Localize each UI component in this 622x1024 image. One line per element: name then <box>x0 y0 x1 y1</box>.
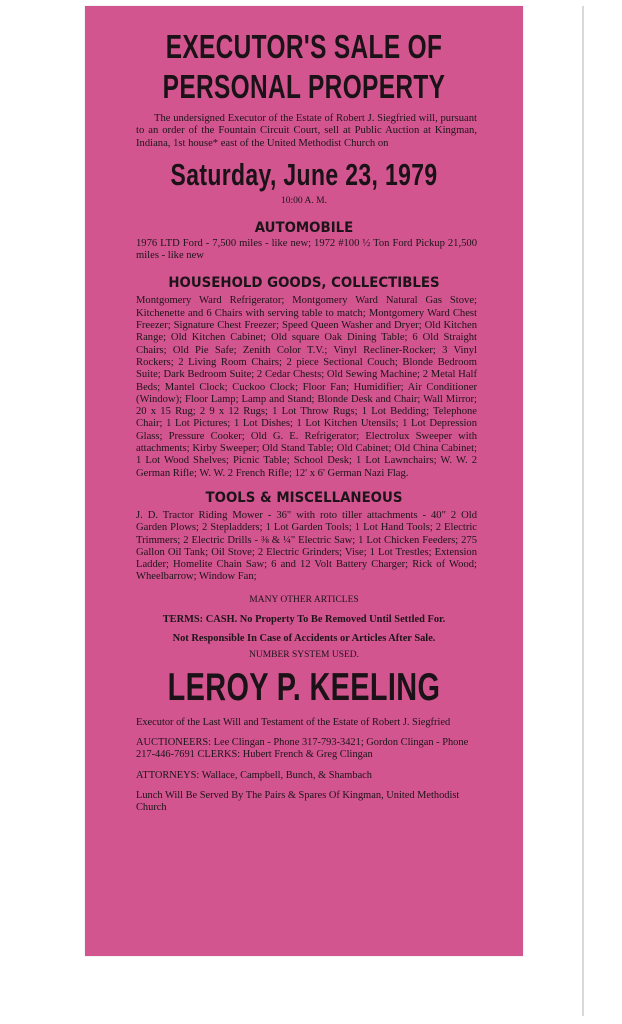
sale-date: Saturday, June 23, 1979 <box>170 156 438 192</box>
terms-line: TERMS: CASH. No Property To Be Removed Until Settled For. <box>162 613 446 625</box>
intro-paragraph: The undersigned Executor of the Estate of Robert J. Siegfried will, pursuant to an order of the Fountain Circuit Court, sell at Public Auction at Kingman, Indiana, 1st house* east of the United Methodist Church on <box>136 113 477 149</box>
sale-time: 10:00 A. M. <box>281 195 327 206</box>
tools-heading: TOOLS & MISCELLANEOUS <box>205 489 403 506</box>
tools-text: J. D. Tractor Riding Mower - 36" with roto tiller attachments - 40" 2 Old Garden Plows; 2 Stepladders; 1 Lot Garden Tools; 1 Lot Hand Tools; 2 Electric Trimmers; 2 Electric Drills - ⅜ & ¼" Electric Saw; 1 Lot Chicken Feeders; 275 Gallon Oil Tank; Oil Stove; 2 Electric Grinders; Vise; 1 Lot Trestles; Extension Ladder; Homelite Chain Saw; 6 and 12 Volt Battery Charger; Rick of Wood; Wheelbarrow; Window Fan; <box>136 509 477 583</box>
attorneys-line: ATTORNEYS: Wallace, Campbell, Bunch, & Shambach <box>136 769 372 781</box>
executor-name: LEROY P. KEELING <box>167 665 441 709</box>
auction-poster <box>85 6 523 956</box>
number-system-line: NUMBER SYSTEM USED. <box>248 649 360 660</box>
auctioneers-clerks: AUCTIONEERS: Lee Clingan - Phone 317-793-3421; Gordon Clingan - Phone 217-446-7691 CLERKS: Hubert French & Greg Clingan <box>136 737 469 761</box>
automobile-heading: AUTOMOBILE <box>254 219 354 236</box>
scan-edge-line <box>582 6 584 1016</box>
many-other-articles: MANY OTHER ARTICLES <box>249 594 359 605</box>
household-text: Montgomery Ward Refrigerator; Montgomery Ward Natural Gas Stove; Kitchenette and 6 Chairs with serving table to match; Montgomery Ward Chest Freezer; Signature Chest Freezer; Speed Queen Washer and Dryer; Old Kitchen Range; Old Kitchen Cabinet; Old square Oak Dining Table; 6 Old Straight Chairs; Old Pie Safe; Zenith Color T.V.; Vinyl Recliner-Rocker; 3 Vinyl Rockers; 2 Living Room Chairs; 2 piece Sectional Couch; Blonde Bedroom Suite; Dark Bedroom Suite; 2 Cedar Chests; Old Sewing Machine; 2 Metal Half Beds; Mantel Clock; Cuckoo Clock; Floor Fan; Humidifier; Air Conditioner (Window); Floor Lamp; Lamp and Stand; Blonde Desk and Chair; Wall Mirror; 20 x 15 Rug; 2 9 x 12 Rugs; 1 Lot Throw Rugs; 1 Lot Bedding; Telephone Chair; 1 Lot Pictures; 1 Lot Dishes; 1 Lot Kitchen Utensils; 1 Lot Depression Glass; Pressure Cooker; Old G. E. Refrigerator; Electrolux Sweeper with attachments; Kirby Sweeper; Old Stand Table; Old Cabinet; Old China Cabinet; 1 Lot Wood Shelves; Picnic Table; School Desk; 1 Lot Lawnchairs; W. W. 2 German Rifle; W. W. 2 French Rifle; 12' x 6' German Nazi Flag. <box>136 295 477 479</box>
automobile-text: 1976 LTD Ford - 7,500 miles - like new; 1972 #100 ½ Ton Ford Pickup 21,500 miles - like new <box>136 237 477 262</box>
lunch-note: Lunch Will Be Served By The Pairs & Spares Of Kingman, United Methodist Church <box>136 789 460 814</box>
household-heading: HOUSEHOLD GOODS, COLLECTIBLES <box>168 275 440 292</box>
responsibility-line: Not Responsible In Case of Accidents or Articles After Sale. <box>172 632 436 644</box>
title-line-2: PERSONAL PROPERTY <box>162 68 446 105</box>
executor-description: Executor of the Last Will and Testament of the Estate of Robert J. Siegfried <box>136 716 451 728</box>
title-line-1: EXECUTOR'S SALE OF <box>165 28 443 65</box>
